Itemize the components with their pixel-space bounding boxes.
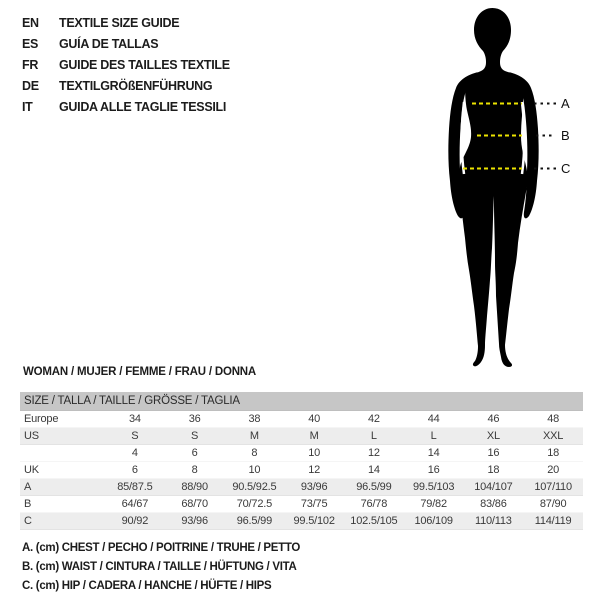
size-cell: L <box>404 428 464 445</box>
size-cell: M <box>225 428 285 445</box>
marker-label-c: C <box>561 161 571 176</box>
size-cell: 104/107 <box>464 479 524 496</box>
woman-silhouette <box>459 8 528 367</box>
language-label: GUIDE DES TAILLES TEXTILE <box>59 58 230 72</box>
size-row-label: C <box>20 513 105 530</box>
language-row <box>22 13 230 34</box>
language-list <box>22 13 230 118</box>
size-cell: 96.5/99 <box>344 479 404 496</box>
size-cell: XXL <box>523 428 583 445</box>
size-table-row <box>20 496 583 513</box>
language-row <box>22 76 230 97</box>
size-cell: 16 <box>464 445 524 462</box>
size-cell: 18 <box>464 462 524 479</box>
size-cell: 114/119 <box>523 513 583 530</box>
language-row <box>22 34 230 55</box>
size-cell: 76/78 <box>344 496 404 513</box>
measurement-legend <box>22 539 300 596</box>
size-cell: 64/67 <box>105 496 165 513</box>
size-cell: 40 <box>284 411 344 428</box>
legend-item: A. (cm) CHEST / PECHO / POITRINE / TRUHE / PETTO <box>22 542 301 554</box>
size-cell: 106/109 <box>404 513 464 530</box>
size-cell: 48 <box>523 411 583 428</box>
size-cell: 34 <box>105 411 165 428</box>
size-cell: 87/90 <box>523 496 583 513</box>
size-cell: 20 <box>523 462 583 479</box>
size-row-label: US <box>20 428 105 445</box>
size-cell: 93/96 <box>284 479 344 496</box>
size-cell: 38 <box>225 411 285 428</box>
woman-silhouette-figure <box>410 0 600 380</box>
size-cell: 90.5/92.5 <box>225 479 285 496</box>
size-table <box>20 392 583 530</box>
size-cell: S <box>165 428 225 445</box>
size-row-label <box>20 445 105 462</box>
size-cell: M <box>284 428 344 445</box>
size-cell: 42 <box>344 411 404 428</box>
language-code: IT <box>22 100 33 114</box>
size-cell: 36 <box>165 411 225 428</box>
size-cell: 10 <box>225 462 285 479</box>
size-cell: 70/72.5 <box>225 496 285 513</box>
marker-label-b: B <box>561 128 570 143</box>
size-cell: XL <box>464 428 524 445</box>
size-row-label: A <box>20 479 105 496</box>
size-cell: 8 <box>225 445 285 462</box>
size-cell: 8 <box>165 462 225 479</box>
size-cell: 96.5/99 <box>225 513 285 530</box>
size-row-label: Europe <box>20 411 105 428</box>
size-table-row <box>20 445 583 462</box>
size-cell: 12 <box>284 462 344 479</box>
size-table-body <box>20 392 583 530</box>
size-row-label: UK <box>20 462 105 479</box>
size-cell: 79/82 <box>404 496 464 513</box>
language-code: FR <box>22 58 39 72</box>
size-table-row <box>20 411 583 428</box>
size-cell: 93/96 <box>165 513 225 530</box>
size-cell: 99.5/102 <box>284 513 344 530</box>
language-code: EN <box>22 16 39 30</box>
size-cell: 88/90 <box>165 479 225 496</box>
section-title: WOMAN / MUJER / FEMME / FRAU / DONNA <box>23 366 257 378</box>
size-cell: 10 <box>284 445 344 462</box>
size-cell: 12 <box>344 445 404 462</box>
size-cell: 44 <box>404 411 464 428</box>
size-cell: 107/110 <box>523 479 583 496</box>
size-cell: 83/86 <box>464 496 524 513</box>
size-cell: 6 <box>105 462 165 479</box>
language-label: TEXTILGRÖßENFÜHRUNG <box>59 79 213 93</box>
size-cell: 68/70 <box>165 496 225 513</box>
size-cell: 14 <box>344 462 404 479</box>
size-table-row <box>20 428 583 445</box>
size-table-row <box>20 462 583 479</box>
size-cell: 16 <box>404 462 464 479</box>
language-code: DE <box>22 79 39 93</box>
size-table-header: SIZE / TALLA / TAILLE / GRÖSSE / TAGLIA <box>20 392 583 411</box>
size-cell: 4 <box>105 445 165 462</box>
size-cell: L <box>344 428 404 445</box>
legend-item: C. (cm) HIP / CADERA / HANCHE / HÜFTE / HIPS <box>22 580 272 592</box>
size-cell: 14 <box>404 445 464 462</box>
size-cell: 110/113 <box>464 513 524 530</box>
size-cell: 18 <box>523 445 583 462</box>
language-label: GUIDA ALLE TAGLIE TESSILI <box>59 100 227 114</box>
size-cell: 85/87.5 <box>105 479 165 496</box>
marker-label-a: A <box>561 96 570 111</box>
size-cell: 73/75 <box>284 496 344 513</box>
language-label: GUÍA DE TALLAS <box>59 37 159 51</box>
right-arm-gap <box>522 102 524 174</box>
language-row <box>22 55 230 76</box>
left-arm-gap <box>462 102 464 174</box>
language-row <box>22 97 230 118</box>
size-cell: 46 <box>464 411 524 428</box>
size-cell: 90/92 <box>105 513 165 530</box>
language-code: ES <box>22 37 39 51</box>
size-cell: 102.5/105 <box>344 513 404 530</box>
size-table-row <box>20 479 583 496</box>
legend-item: B. (cm) WAIST / CINTURA / TAILLE / HÜFTUNG / VITA <box>22 561 297 573</box>
size-row-label: B <box>20 496 105 513</box>
size-table-header-row <box>20 392 583 411</box>
size-cell: 6 <box>165 445 225 462</box>
size-cell: 99.5/103 <box>404 479 464 496</box>
size-cell: S <box>105 428 165 445</box>
size-table-row <box>20 513 583 530</box>
language-label: TEXTILE SIZE GUIDE <box>59 16 180 30</box>
